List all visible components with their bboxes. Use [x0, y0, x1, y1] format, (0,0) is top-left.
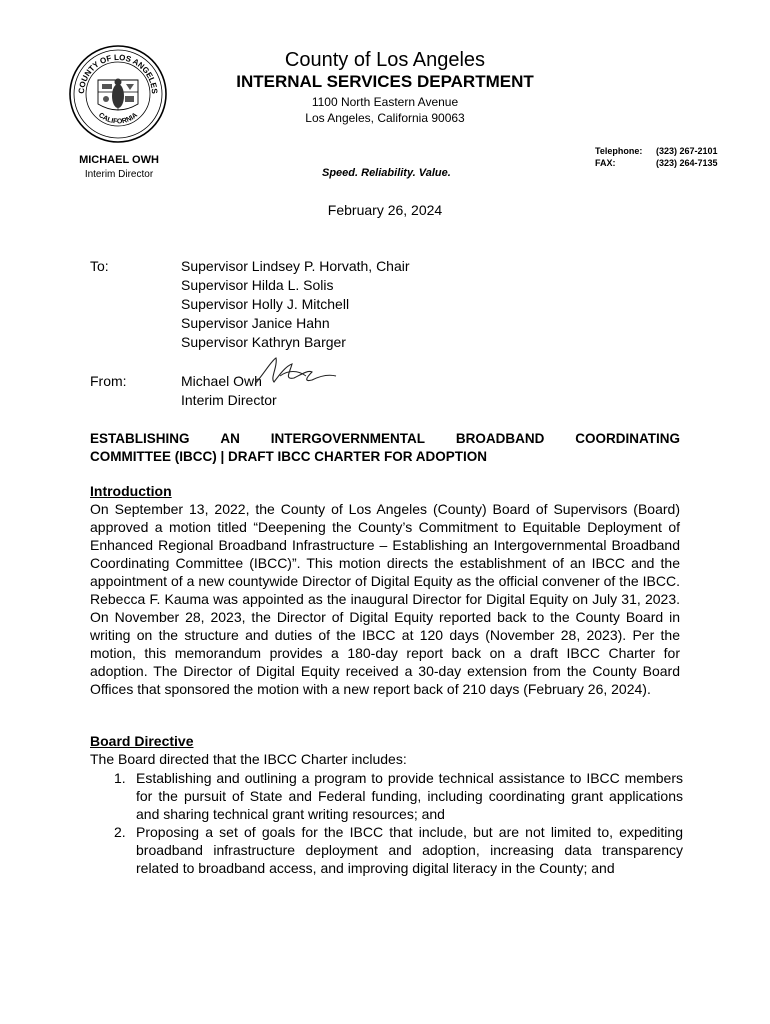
memo-subject [90, 430, 680, 466]
list-item-text: Proposing a set of goals for the IBCC that include, but are not limited to, expediting broadband infrastructure deployment and adoption, increasing data transparency related to broadband access, and improving digital literacy in the County; and [136, 824, 683, 876]
telephone-number: (323) 267-2101 [656, 146, 718, 156]
list-item [114, 823, 683, 877]
introduction-heading: Introduction [90, 483, 172, 499]
department-name: INTERNAL SERVICES DEPARTMENT [236, 72, 534, 91]
list-item-text: Establishing and outlining a program to provide technical assistance to IBCC members for the pursuit of State and Federal funding, including coordinating grant applications and sharing technical grant writing resources; and [136, 770, 683, 822]
telephone-label: Telephone: [595, 146, 643, 156]
from-label: From: [90, 373, 127, 389]
address-line1: 1100 North Eastern Avenue [311, 95, 459, 109]
fax-label: FAX: [595, 158, 616, 168]
subject-word: INTERGOVERNMENTAL [270, 431, 425, 446]
list-item-number: 2. [114, 824, 126, 840]
recipient: Supervisor Janice Hahn [181, 315, 330, 331]
tagline: Speed. Reliability. Value. [322, 167, 451, 179]
board-directive-heading: Board Directive [90, 733, 194, 749]
recipient: Supervisor Hilda L. Solis [181, 277, 334, 293]
director-title: Interim Director [84, 169, 154, 180]
subject-line2: COMMITTEE (IBCC) | DRAFT IBCC CHARTER FOR ADOPTION [90, 449, 487, 464]
introduction-paragraph: On September 13, 2022, the County of Los Angeles (County) Board of Supervisors (Board) approved a motion titled “Deepening the County’s Commitment to Equitable Deployment of Enhanced Regional Broadband Infrastructure – Establishing an Intergovernmental Broadband Coordinating Committee (IBCC)”. This motion directs the establishment of an IBCC and the appointment of a new countywide Director of Digital Equity as the official convener of the IBCC. Rebecca F. Kauma was appointed as the inaugural Director for Digital Equity on July 31, 2023. On November 28, 2023, the Director of Digital Equity reported back to the County Board in writing on the structure and duties of the IBCC at 120 days (November 28, 2023). Per the motion, this memorandum provides a 180-day report back on a draft IBCC Charter for adoption. The Director of Digital Equity received a 30-day extension from the County Board Offices that sponsored the motion with a new report back of 210 days (February 26, 2024). [90, 501, 680, 697]
address-line2: Los Angeles, California 90063 [305, 111, 465, 125]
board-directive-lead: The Board directed that the IBCC Charter includes: [90, 751, 407, 767]
subject-word: COORDINATING [575, 431, 680, 446]
recipient: Supervisor Kathryn Barger [181, 334, 346, 350]
subject-word: BROADBAND [455, 431, 545, 446]
fax-number: (323) 264-7135 [656, 158, 718, 168]
subject-word: ESTABLISHING [90, 431, 190, 446]
subject-word: AN [220, 431, 240, 446]
from-name: Michael Owh [181, 373, 262, 389]
svg-text:CALIFORNIA: CALIFORNIA [96, 111, 140, 126]
signature-image [250, 352, 340, 392]
county-name: County of Los Angeles [284, 49, 486, 71]
svg-text:COUNTY OF LOS ANGELES: COUNTY OF LOS ANGELES [76, 52, 160, 95]
subject-line1 [90, 430, 680, 448]
recipient: Supervisor Holly J. Mitchell [181, 296, 350, 312]
list-item [114, 769, 683, 823]
director-name: MICHAEL OWH [79, 154, 159, 166]
from-title: Interim Director [181, 392, 277, 408]
recipient: Supervisor Lindsey P. Horvath, Chair [181, 258, 410, 274]
memo-date: February 26, 2024 [327, 202, 443, 218]
to-label: To: [90, 258, 109, 274]
list-item-number: 1. [114, 770, 126, 786]
